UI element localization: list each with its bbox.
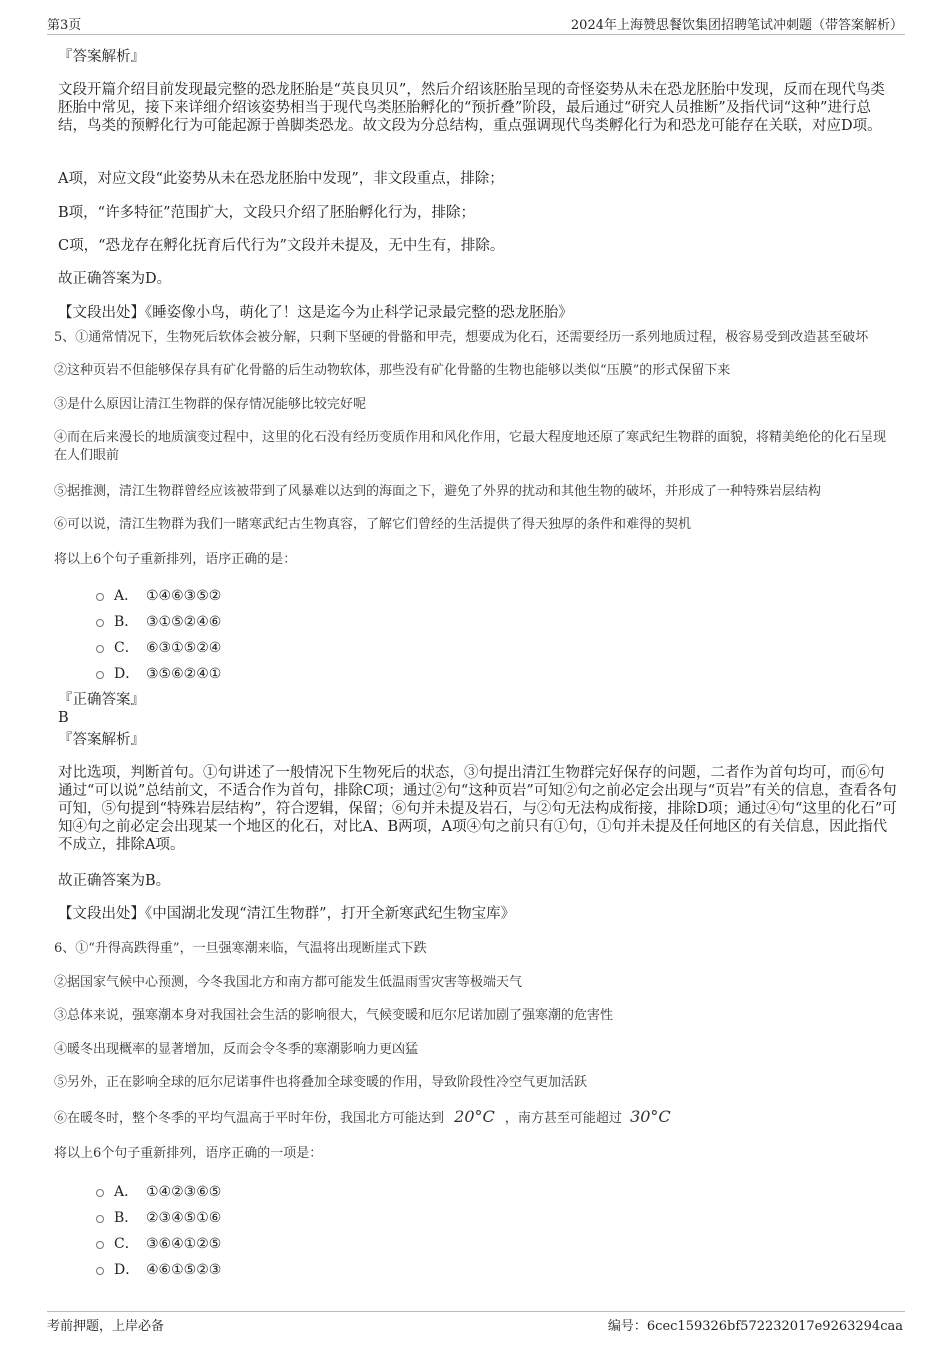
radio-icon[interactable] — [96, 1215, 104, 1223]
q5-prompt: 将以上6个句子重新排列，语序正确的是： — [54, 552, 297, 567]
temperature-south: 30°C — [630, 1107, 671, 1126]
q5-conclusion: 故正确答案为B。 — [58, 873, 171, 889]
document-title: 2024年上海赞思餐饮集团招聘笔试冲刺题（带答案解析） — [570, 18, 903, 33]
q5-sentence-1: 5、①通常情况下，生物死后软体会被分解，只剩下坚硬的骨骼和甲壳，想要成为化石，还需要经历一系列地质过程，极容易受到改造甚至破坏 — [54, 330, 869, 345]
q4-analysis-text: 文段开篇介绍目前发现最完整的恐龙胚胎是“英良贝贝”，然后介绍该胚胎呈现的奇怪姿势从未在恐龙胚胎中发现，反而在现代鸟类胚胎中常见，接下来详细介绍该姿势相当于现代鸟类胚胎孵化的“预折叠”阶段，最后通过“研究人员推断”及指代词“这种”进行总结，鸟类的预孵化行为可能起源于兽脚类恐龙。故文段为分总结构，重点强调现代鸟类孵化行为和恐龙可能存在关联，对应D项。 — [58, 82, 885, 134]
q6-sentence-4: ④暖冬出现概率的显著增加，反而会令冬季的寒潮影响力更凶猛 — [54, 1042, 419, 1057]
q5-option-a[interactable]: A． ①④⑥③⑤② — [96, 585, 221, 605]
radio-icon[interactable] — [96, 1189, 104, 1197]
q4-source: 【文段出处】《睡姿像小鸟，萌化了！这是迄今为止科学记录最完整的恐龙胚胎》 — [58, 305, 573, 321]
q6-option-d[interactable]: D． ④⑥①⑤②③ — [96, 1259, 221, 1279]
radio-icon[interactable] — [96, 1267, 104, 1275]
q4-option-a-note: A项，对应文段“此姿势从未在恐龙胚胎中发现”，非文段重点，排除； — [58, 171, 504, 187]
q6-prompt: 将以上6个句子重新排列，语序正确的一项是： — [54, 1146, 323, 1161]
q4-conclusion: 故正确答案为D。 — [58, 271, 172, 287]
q5-sentence-5: ⑤据推测，清江生物群曾经应该被带到了风暴难以达到的海面之下，避免了外界的扰动和其他生物的破坏，并形成了一种特殊岩层结构 — [54, 484, 822, 499]
q5-answer-label: 『正确答案』 — [58, 692, 145, 708]
q6-option-c[interactable]: C． ③⑥④①②⑤ — [96, 1233, 221, 1253]
q4-option-c-note: C项，“恐龙存在孵化抚育后代行为”文段并未提及，无中生有，排除。 — [58, 238, 505, 254]
q4-option-b-note: B项，“许多特征”范围扩大，文段只介绍了胚胎孵化行为，排除； — [58, 205, 475, 221]
q6-sentence-6: ⑥在暖冬时，整个冬季的平均气温高于平时年份，我国北方可能达到 20°C ，南方甚至可能超过 30°C — [54, 1107, 671, 1126]
q5-sentence-6: ⑥可以说，清江生物群为我们一睹寒武纪古生物真容，了解它们曾经的生活提供了得天独厚的条件和难得的契机 — [54, 517, 692, 532]
q5-answer: B — [58, 710, 69, 726]
q5-option-d[interactable]: D． ③⑤⑥②④① — [96, 663, 221, 683]
footer-slogan: 考前押题，上岸必备 — [47, 1319, 165, 1334]
temperature-north: 20°C — [454, 1107, 495, 1126]
document-id: 编号：6cec159326bf572232017e9263294caa — [607, 1319, 903, 1334]
q6-sentence-2: ②据国家气候中心预测，今冬我国北方和南方都可能发生低温雨雪灾害等极端天气 — [54, 975, 523, 990]
page-footer — [47, 1311, 905, 1334]
page-header — [47, 12, 905, 35]
radio-icon[interactable] — [96, 593, 104, 601]
q6-sentence-5: ⑤另外，正在影响全球的厄尔尼诺事件也将叠加全球变暖的作用，导致阶段性冷空气更加活跃 — [54, 1075, 588, 1090]
q5-source: 【文段出处】《中国湖北发现“清江生物群”，打开全新寒武纪生物宝库》 — [58, 906, 516, 922]
q4-analysis-label: 『答案解析』 — [58, 49, 145, 65]
q5-sentence-3: ③是什么原因让清江生物群的保存情况能够比较完好呢 — [54, 397, 367, 412]
radio-icon[interactable] — [96, 645, 104, 653]
q5-sentence-4: ④而在后来漫长的地质演变过程中，这里的化石没有经历变质作用和风化作用，它最大程度地还原了寒武纪生物群的面貌，将精美绝伦的化石呈现在人们眼前 — [54, 430, 887, 463]
radio-icon[interactable] — [96, 671, 104, 679]
q6-option-b[interactable]: B． ②③④⑤①⑥ — [96, 1207, 221, 1227]
q5-sentence-2: ②这种页岩不但能够保存具有矿化骨骼的后生动物软体，那些没有矿化骨骼的生物也能够以类似“压膜”的形式保留下来 — [54, 363, 731, 378]
q5-option-c[interactable]: C． ⑥③①⑤②④ — [96, 637, 221, 657]
q6-option-a[interactable]: A． ①④②③⑥⑤ — [96, 1181, 221, 1201]
radio-icon[interactable] — [96, 619, 104, 627]
q5-analysis-label: 『答案解析』 — [58, 732, 145, 748]
q5-option-b[interactable]: B． ③①⑤②④⑥ — [96, 611, 221, 631]
q6-sentence-3: ③总体来说，强寒潮本身对我国社会生活的影响很大，气候变暖和厄尔尼诺加剧了强寒潮的危害性 — [54, 1008, 614, 1023]
page-number: 第3页 — [47, 18, 82, 33]
q5-analysis-text: 对比选项，判断首句。①句讲述了一般情况下生物死后的状态，③句提出清江生物群完好保存的问题，二者作为首句均可，而⑥句通过“可以说”总结前文，不适合作为首句，排除C项；通过②句“这种页岩”可知②句之前必定会出现与“页岩”有关的信息，查看各句可知，⑤句提到“特殊岩层结构”，符合逻辑，保留；⑥句并未提及岩石，与②句无法构成衔接，排除D项；通过④句“这里的化石”可知④句之前必定会出现某一个地区的化石，对比A、B两项，A项④句之前只有①句，①句并未提及任何地区的有关信息，因此指代不成立，排除A项。 — [58, 765, 897, 853]
q6-sentence-1: 6、①“升得高跌得重”，一旦强寒潮来临，气温将出现断崖式下跌 — [54, 941, 427, 956]
radio-icon[interactable] — [96, 1241, 104, 1249]
